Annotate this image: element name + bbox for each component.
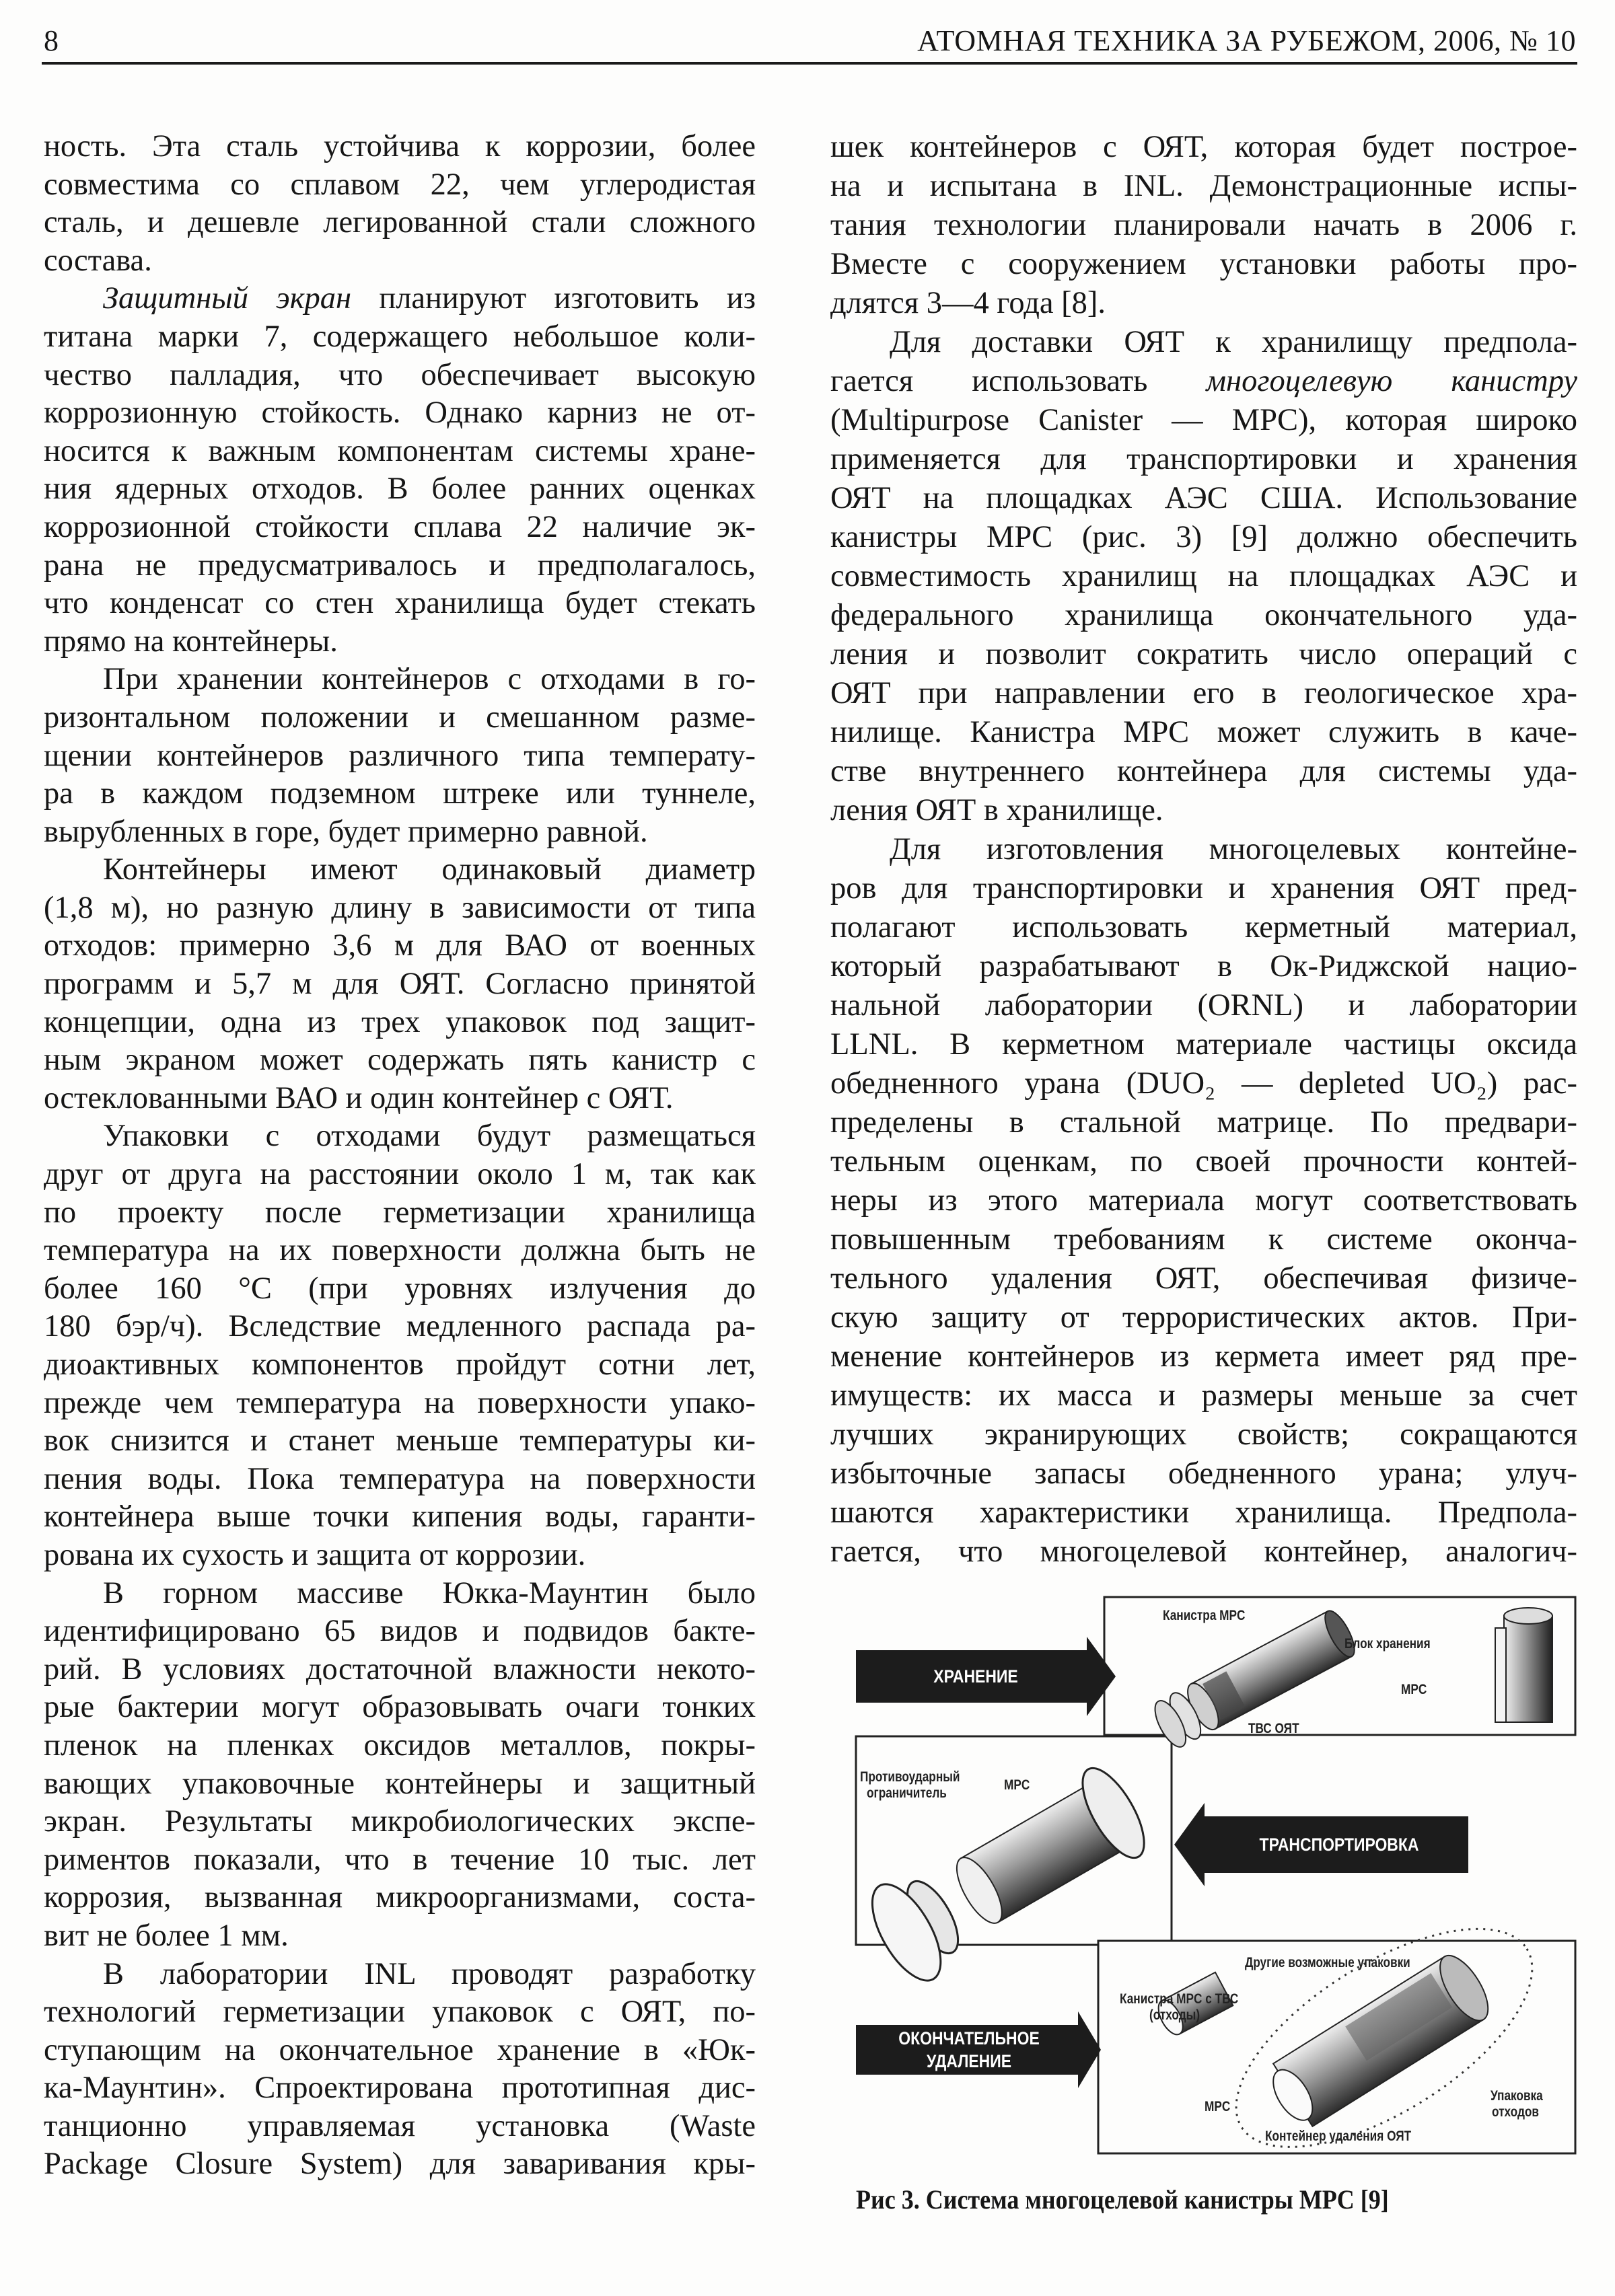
text-line: титана марки 7, содержащего небольшое коли-: [44, 319, 756, 354]
text-line: нальной лаборатории (ORNL) и лаборатории: [830, 988, 1577, 1023]
text-line: избыточные запасы обедненного урана; улуч-: [830, 1456, 1577, 1491]
label-fuel-assemblies: ТВС ОЯТ: [1248, 1721, 1299, 1736]
text-line: идентифицировано 65 видов и подвидов бакте-: [44, 1614, 756, 1649]
text-line: совместимость хранилищ на площадках АЭС и: [830, 559, 1577, 593]
text-line: [830, 362, 1577, 401]
text-line: контейнера выше точки кипения воды, гаранти-: [44, 1499, 756, 1534]
text-line: шаются характеристики хранилища. Предпола-: [830, 1495, 1577, 1530]
label-mpc-canister: Канистра MPC: [1163, 1608, 1246, 1623]
text-line: который разрабатывают в Ок-Риджской нацио-: [830, 949, 1577, 984]
italic-term: многоцелевую канистру: [1206, 364, 1577, 398]
text-line: пения воды. Пока температура на поверхности: [44, 1461, 756, 1496]
running-header-title: АТОМНАЯ ТЕХНИКА ЗА РУБЕЖОМ, 2006, № 10: [917, 24, 1576, 57]
text-line: концепции, одна из трех упаковок под защит-: [44, 1004, 756, 1039]
text-line: состава.: [44, 243, 152, 278]
storage-block-drawing: [1495, 1608, 1552, 1722]
text-line: друг от друга на расстоянии около 1 м, так как: [44, 1157, 756, 1192]
text-line: нилище. Канистра MPC может служить в каче-: [830, 715, 1577, 749]
label-mpc-transport: MPC: [1004, 1777, 1030, 1793]
text-line: прямо на контейнеры.: [44, 624, 338, 659]
text-line: Для изготовления многоцелевых контейне-: [890, 832, 1577, 866]
label-disposal-container: Контейнер удаления ОЯТ: [1265, 2128, 1412, 2144]
text-line: тельного удаления ОЯТ, обеспечивая физиче-: [830, 1261, 1577, 1296]
stage-label-disposal-2: УДАЛЕНИЕ: [926, 2051, 1012, 2071]
text-line: вок снизится и станет меньше температуры ки-: [44, 1423, 756, 1458]
text-line: рий. В условиях достаточной влажности некото-: [44, 1652, 756, 1687]
text-segment: планируют изготовить из: [351, 281, 756, 316]
text-line: чество палладия, что обеспечивает высокую: [44, 357, 756, 392]
text-line: программ и 5,7 м для ОЯТ. Согласно принятой: [44, 967, 756, 1002]
text-line: тания технологии планировали начать в 2006 г.: [830, 208, 1577, 242]
text-line: коррозия, вызванная микроорганизмами, соста-: [44, 1880, 756, 1915]
text-line: (Multipurpose Canister — MPC), которая широко: [830, 403, 1577, 437]
text-line: повышенным требованиям к системе оконча-: [830, 1222, 1577, 1257]
figure-mpc-system: [848, 1588, 1581, 2166]
text-line: (1,8 м), но разную длину в зависимости от типа: [44, 890, 756, 925]
text-line: обедненного урана (DUO₂ — depleted UO₂) рас-: [830, 1066, 1577, 1101]
text-line: ОЯТ на площадках АЭС США. Использование: [830, 481, 1577, 515]
page-number: 8: [44, 24, 59, 57]
text-line: прежде чем температура на поверхности упако-: [44, 1385, 756, 1420]
figure-caption: Рис 3. Система многоцелевой канистры MPC [9]: [856, 2184, 1389, 2215]
text-line: стве внутреннего контейнера для системы уда-: [830, 754, 1577, 788]
text-line: совместима со сплавом 22, чем углеродистая: [44, 167, 756, 202]
text-line: 180 бэр/ч). Вследствие медленного распада ра-: [44, 1309, 756, 1344]
text-line: ность. Эта сталь устойчива к коррозии, более: [44, 129, 756, 163]
text-line: риментов показали, что в течение 10 тыс. лет: [44, 1842, 756, 1877]
label-mpc-with-fa-1: Канистра MPC с ТВС: [1120, 1991, 1239, 2007]
text-line: федерального хранилища окончательного уда-: [830, 598, 1577, 632]
text-line: Package Closure System) для заваривания кры-: [44, 2147, 756, 2182]
label-impact-limiter-2: ограничитель: [867, 1785, 947, 1801]
text-line: рые бактерии могут образовывать очаги тонких: [44, 1690, 756, 1725]
text-line: щении контейнеров различного типа температу-: [44, 738, 756, 773]
text-line: технологий герметизации упаковок с ОЯТ, по-: [44, 1995, 756, 2030]
text-line: неры из этого материала могут соответствовать: [830, 1183, 1577, 1218]
text-line: имуществ: их масса и размеры меньше за счет: [830, 1378, 1577, 1413]
italic-term: Защитный экран: [103, 281, 352, 316]
text-line: тельным оценкам, по своей прочности контей-: [830, 1144, 1577, 1179]
text-line: коррозионную стойкость. Однако карниз не от-: [44, 396, 756, 431]
text-line: вит не более 1 мм.: [44, 1918, 289, 1953]
left-text-column: [44, 128, 756, 2184]
text-line: ка-Маунтин». Спроектирована прототипная дис-: [44, 2071, 756, 2106]
text-line: Контейнеры имеют одинаковый диаметр: [103, 852, 756, 887]
text-line: применяется для транспортировки и хранения: [830, 442, 1577, 476]
text-line: LLNL. В керметном материале частицы оксида: [830, 1027, 1577, 1062]
label-mpc-storage: MPC: [1401, 1682, 1427, 1697]
text-line: пределены в стальной матрице. По предвари-: [830, 1105, 1577, 1140]
text-line: танционно управляемая установка (Waste: [44, 2108, 756, 2143]
text-line: сталь, и дешевле легированной стали сложного: [44, 205, 756, 240]
text-line: скую защиту от террористических актов. При-: [830, 1300, 1577, 1335]
text-line: вающих упаковочные контейнеры и защитный: [44, 1766, 756, 1801]
text-line: более 160 °С (при уровнях излучения до: [44, 1271, 756, 1306]
text-line: полагают использовать керметный материал,: [830, 910, 1577, 945]
text-line: отходов: примерно 3,6 м для ВАО от военных: [44, 928, 756, 963]
text-segment: гается использовать: [830, 364, 1207, 398]
text-line: Упаковки с отходами будут размещаться: [103, 1119, 756, 1154]
text-line: шек контейнеров с ОЯТ, которая будет построе-: [830, 130, 1577, 164]
label-impact-limiter-1: Противоударный: [860, 1769, 960, 1785]
stage-label-disposal-1: ОКОНЧАТЕЛЬНОЕ: [898, 2028, 1040, 2048]
text-line: ным экраном может содержать пять канистр с: [44, 1043, 756, 1078]
text-line: [44, 280, 756, 318]
text-line: Для доставки ОЯТ к хранилищу предпола-: [890, 325, 1577, 359]
text-line: температура на их поверхности должна быть не: [44, 1233, 756, 1268]
text-line: ступающим на окончательное хранение в «Юк-: [44, 2032, 756, 2067]
right-text-column: [830, 128, 1577, 1571]
text-line: ризонтальном положении и смешанном разме-: [44, 700, 756, 735]
text-line: рована их сухость и защита от коррозии.: [44, 1537, 586, 1572]
text-line: ления и позволит сократить число операций с: [830, 637, 1577, 671]
text-line: что конденсат со стен хранилища будет стекать: [44, 586, 756, 621]
text-line: остеклованными ВАО и один контейнер с ОЯТ.: [44, 1080, 674, 1115]
text-line: гается, что многоцелевой контейнер, аналогич-: [830, 1534, 1577, 1569]
header-rule: [42, 62, 1577, 65]
text-line: менение контейнеров из кермета имеет ряд пре-: [830, 1339, 1577, 1374]
text-line: канистры MPC (рис. 3) [9] должно обеспечить: [830, 520, 1577, 554]
text-line: ления ОЯТ в хранилище.: [830, 793, 1163, 827]
text-line: ров для транспортировки и хранения ОЯТ пред-: [830, 871, 1577, 905]
text-line: на и испытана в INL. Демонстрационные испы-: [830, 169, 1577, 203]
text-line: вырубленных в горе, будет примерно равной.: [44, 814, 648, 849]
label-storage-block: Блок хранения: [1344, 1636, 1431, 1652]
disposal-arrow: [856, 2011, 1101, 2088]
text-line: пленок на пленках оксидов металлов, покры-: [44, 1728, 756, 1763]
stage-label-transport: ТРАНСПОРТИРОВКА: [1259, 1835, 1419, 1855]
text-line: лучших экранирующих свойств; сокращаются: [830, 1417, 1577, 1452]
text-line: носится к важным компонентам системы хране-: [44, 433, 756, 468]
stage-label-storage: ХРАНЕНИЕ: [933, 1666, 1018, 1687]
label-mpc-with-fa-2: (отходы): [1149, 2007, 1200, 2023]
label-waste-package-1: Упаковка: [1491, 2088, 1543, 2104]
text-line: При хранении контейнеров с отходами в го-: [103, 662, 756, 697]
text-line: экран. Результаты микробиологических экспе-: [44, 1804, 756, 1839]
text-line: В лаборатории INL проводят разработку: [103, 1956, 756, 1991]
text-line: ОЯТ при направлении его в геологическое хра-: [830, 676, 1577, 710]
text-line: диоактивных компонентов пройдут сотни лет,: [44, 1347, 756, 1382]
text-line: ния ядерных отходов. В более ранних оценках: [44, 472, 756, 507]
label-mpc-disposal: MPC: [1205, 2099, 1231, 2114]
text-line: рана не предусматривалось и предполагалось,: [44, 548, 756, 583]
text-line: В горном массиве Юкка-Маунтин было: [103, 1576, 756, 1610]
text-line: ра в каждом подземном штреке или туннеле,: [44, 776, 756, 811]
text-line: по проекту после герметизации хранилища: [44, 1195, 756, 1230]
label-other-packages: Другие возможные упаковки: [1245, 1955, 1410, 1970]
text-line: длятся 3—4 года [8].: [830, 286, 1106, 320]
label-waste-package-2: отходов: [1492, 2104, 1540, 2120]
text-line: коррозионной стойкости сплава 22 наличие эк-: [44, 509, 756, 544]
text-line: Вместе с сооружением установки работы про-: [830, 247, 1577, 281]
